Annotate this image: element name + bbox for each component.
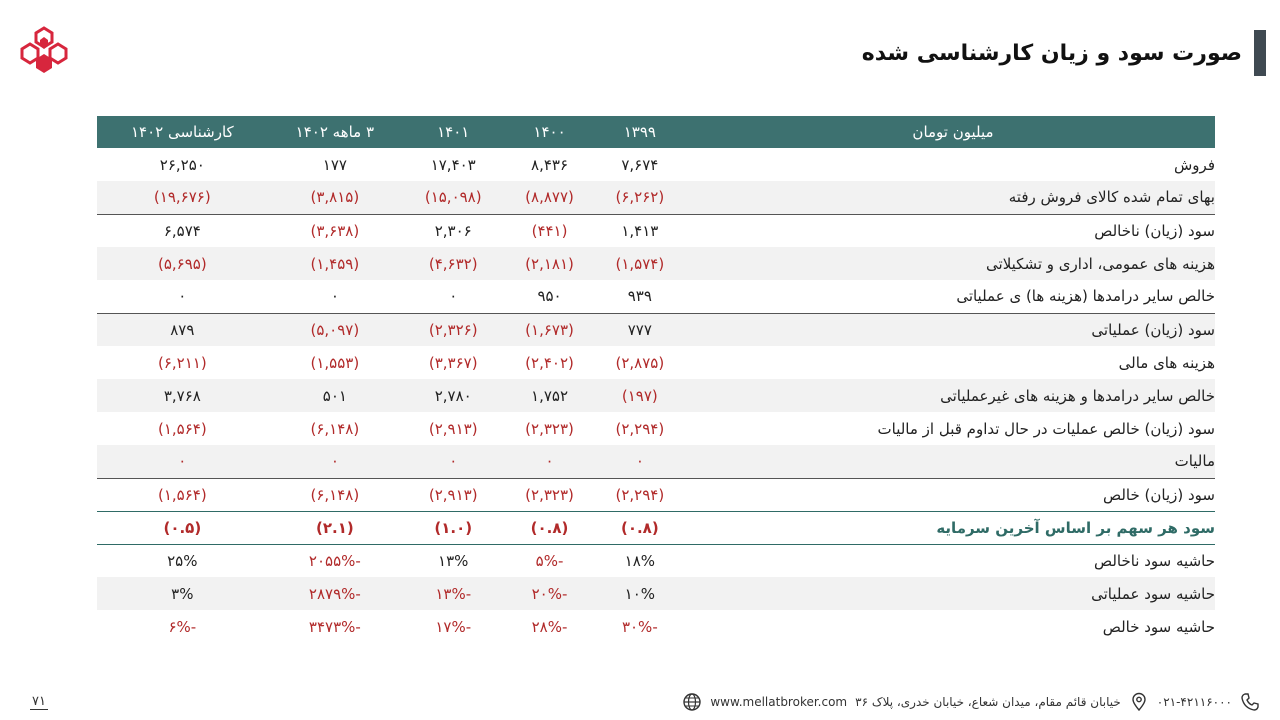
table-cell: ۹۳۹ xyxy=(627,287,652,306)
table-cell: (۶,۲۶۲) xyxy=(595,181,685,214)
table-cell: (۲,۱۸۱) xyxy=(504,247,594,280)
table-cell: ۷۷۷ xyxy=(595,313,685,346)
table-cell: ۲۵% xyxy=(167,551,198,570)
table-cell: (۰.۵) xyxy=(97,511,268,544)
table-cell: (۲,۸۷۵) xyxy=(615,353,665,372)
table-cell: ۱,۷۵۲ xyxy=(504,379,594,412)
globe-icon xyxy=(682,692,702,712)
row-label: سود (زیان) خالص عملیات در حال تداوم قبل از مالیات xyxy=(877,419,1215,438)
row-label: هزینه های عمومی، اداری و تشکیلاتی xyxy=(685,247,1215,280)
table-row xyxy=(97,445,1215,478)
profit-loss-table xyxy=(97,116,1215,643)
table-cell: ۰ xyxy=(504,445,594,478)
table-cell: (۲.۱) xyxy=(268,511,402,544)
table-cell: ۲,۷۸۰ xyxy=(402,379,504,412)
column-header-forecast-1402: کارشناسی ۱۴۰۲ xyxy=(97,116,268,148)
table-cell: (۲,۹۱۳) xyxy=(428,419,478,438)
table-row xyxy=(97,313,1215,346)
table-cell: (۲,۹۱۳) xyxy=(402,478,504,511)
table-cell: (۱۹,۶۷۶) xyxy=(97,181,268,214)
table-cell: -۳۰% xyxy=(621,617,658,636)
row-label: هزینه های مالی xyxy=(1118,353,1215,372)
table-row xyxy=(97,148,1215,181)
table-cell: (۲,۲۹۴) xyxy=(615,419,665,438)
table-row xyxy=(97,577,1215,610)
table-cell: (۳,۸۱۵) xyxy=(268,181,402,214)
row-label: سود (زیان) عملیاتی xyxy=(685,313,1215,346)
table-cell: ۸,۴۳۶ xyxy=(531,155,569,174)
table-cell: -۱۳% xyxy=(402,577,504,610)
table-row xyxy=(97,280,1215,313)
table-cell: (۱,۵۷۴) xyxy=(595,247,685,280)
footer-address: خیابان قائم مقام، میدان شعاع، خیابان خدری، پلاک ۳۶ xyxy=(855,695,1121,709)
table-cell: (۵,۶۹۵) xyxy=(97,247,268,280)
table-header-row xyxy=(97,116,1215,148)
table-cell: ۷,۶۷۴ xyxy=(621,155,659,174)
table-cell: ۹۵۰ xyxy=(537,287,562,306)
table-cell: (۰.۸) xyxy=(595,511,685,544)
page-number: ۷۱ xyxy=(32,694,46,709)
table-cell: ۲,۳۰۶ xyxy=(402,214,504,247)
table-cell: (۲,۴۰۲) xyxy=(525,353,574,372)
table-cell: (۱,۵۶۴) xyxy=(157,419,207,438)
table-cell: ۰ xyxy=(97,445,268,478)
column-header-3m-1402: ۳ ماهه ۱۴۰۲ xyxy=(268,116,402,148)
table-cell: ۰ xyxy=(449,287,458,306)
table-cell: ۵۰۱ xyxy=(268,379,402,412)
table-cell: (۶,۱۴۸) xyxy=(268,478,402,511)
table-row xyxy=(97,214,1215,247)
table-cell: -۲۸% xyxy=(531,617,568,636)
footer-contact xyxy=(682,692,1260,712)
table-cell: ۰ xyxy=(595,445,685,478)
column-header-1399: ۱۳۹۹ xyxy=(595,116,685,148)
table-row xyxy=(97,610,1215,643)
table-row xyxy=(97,379,1215,412)
table-cell: (۴۴۱) xyxy=(504,214,594,247)
table-cell: -۲۰% xyxy=(504,577,594,610)
table-cell: -۶% xyxy=(168,617,197,636)
table-cell: -۳۴۷۳% xyxy=(308,617,361,636)
table-cell: (۲,۲۹۴) xyxy=(595,478,685,511)
table-cell: ۶,۵۷۴ xyxy=(97,214,268,247)
table-cell: (۱۹۷) xyxy=(595,379,685,412)
table-cell: (۱,۶۷۳) xyxy=(504,313,594,346)
table-row xyxy=(97,412,1215,445)
table-row xyxy=(97,247,1215,280)
column-header-1400: ۱۴۰۰ xyxy=(504,116,594,148)
table-cell: ۱۸% xyxy=(624,551,656,570)
table-cell: -۲۸۷۹% xyxy=(268,577,402,610)
footer-website[interactable]: www.mellatbroker.com xyxy=(710,695,848,709)
table-row xyxy=(97,478,1215,511)
row-label: سود (زیان) خالص xyxy=(685,478,1215,511)
table-cell: (۱,۵۶۴) xyxy=(97,478,268,511)
row-label: سود (زیان) ناخالص xyxy=(685,214,1215,247)
title-accent-bar xyxy=(1254,30,1266,76)
row-label: سود هر سهم بر اساس آخرین سرمایه xyxy=(685,511,1215,544)
column-header-unit: میلیون تومان xyxy=(685,116,1215,148)
table-cell: (۳,۳۶۷) xyxy=(428,353,478,372)
column-header-1401: ۱۴۰۱ xyxy=(402,116,504,148)
table-cell: (۶,۲۱۱) xyxy=(157,353,207,372)
row-label: فروش xyxy=(1173,155,1215,174)
table-cell: -۵% xyxy=(535,551,564,570)
table-cell: (۴,۶۳۲) xyxy=(402,247,504,280)
table-cell: (۵,۰۹۷) xyxy=(268,313,402,346)
row-label: حاشیه سود عملیاتی xyxy=(685,577,1215,610)
row-label: بهای تمام شده کالای فروش رفته xyxy=(685,181,1215,214)
table-cell: (۰.۸) xyxy=(504,511,594,544)
table-row xyxy=(97,346,1215,379)
table-body xyxy=(97,148,1215,643)
table-cell: (۱.۰) xyxy=(402,511,504,544)
table-cell: (۱,۵۵۳) xyxy=(310,353,360,372)
table-cell: ۱,۴۱۳ xyxy=(595,214,685,247)
row-label: حاشیه سود خالص xyxy=(1102,617,1215,636)
table-cell: ۲۶,۲۵۰ xyxy=(159,155,205,174)
table-row xyxy=(97,181,1215,214)
footer-phone: ۰۲۱-۴۲۱۱۶۰۰۰ xyxy=(1156,695,1232,709)
table-cell: ۰ xyxy=(330,287,339,306)
row-label: مالیات xyxy=(685,445,1215,478)
table-cell: ۰ xyxy=(402,445,504,478)
page-header xyxy=(862,30,1266,76)
table-cell: ۳,۷۶۸ xyxy=(97,379,268,412)
row-label: خالص سایر درامدها و هزینه های غیرعملیاتی xyxy=(685,379,1215,412)
table-cell: ۳% xyxy=(97,577,268,610)
table-cell: ۱۳% xyxy=(438,551,469,570)
table-cell: ۱۷,۴۰۳ xyxy=(430,155,476,174)
table-cell: ۱۷۷ xyxy=(322,155,347,174)
table-cell: ۱۰% xyxy=(595,577,685,610)
table-cell: (۳,۶۳۸) xyxy=(268,214,402,247)
phone-icon xyxy=(1240,692,1260,712)
table-cell: -۱۷% xyxy=(435,617,472,636)
table-row xyxy=(97,544,1215,577)
table-cell: (۱۵,۰۹۸) xyxy=(402,181,504,214)
table-cell: ۸۷۹ xyxy=(97,313,268,346)
table-cell: ۰ xyxy=(178,287,187,306)
table-cell: (۸,۸۷۷) xyxy=(504,181,594,214)
table-cell: -۲۰۵۵% xyxy=(308,551,361,570)
company-logo xyxy=(20,26,68,76)
table-cell: (۲,۳۲۶) xyxy=(402,313,504,346)
table-cell: ۰ xyxy=(268,445,402,478)
page-title: صورت سود و زیان کارشناسی شده xyxy=(861,40,1242,66)
row-label: خالص سایر درامدها (هزینه ها) ی عملیاتی xyxy=(956,287,1215,306)
row-label: حاشیه سود ناخالص xyxy=(1093,551,1215,570)
table-row xyxy=(97,511,1215,544)
table-cell: (۶,۱۴۸) xyxy=(310,419,360,438)
table-cell: (۱,۴۵۹) xyxy=(268,247,402,280)
location-pin-icon xyxy=(1129,692,1149,712)
table-cell: (۲,۳۲۳) xyxy=(504,478,594,511)
table-cell: (۲,۳۲۳) xyxy=(525,419,574,438)
